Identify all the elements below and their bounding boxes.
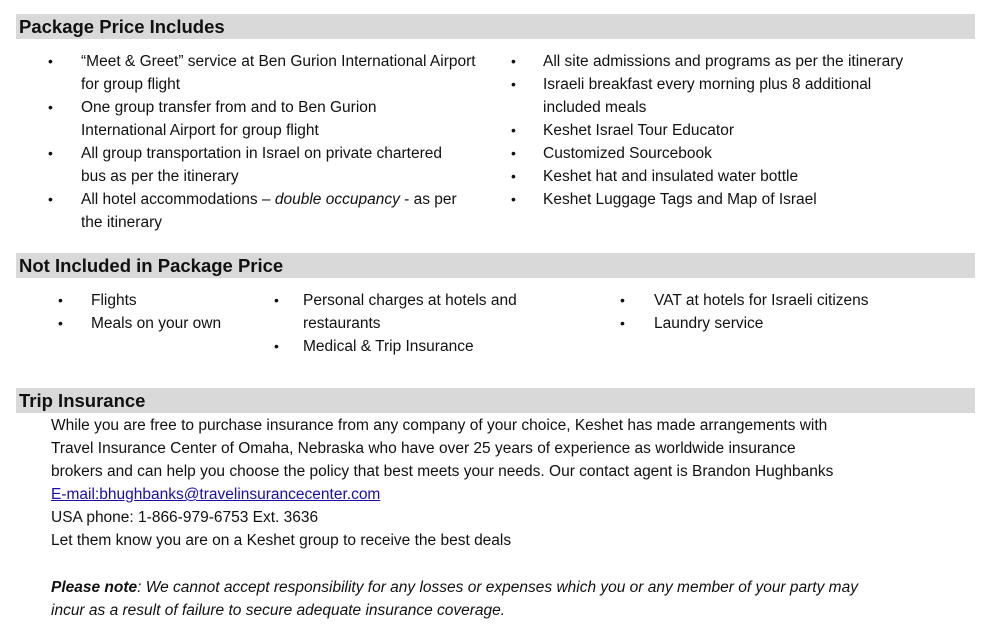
section-title: Not Included in Package Price — [19, 255, 284, 276]
item-text: All site admissions and programs as per the itinerary — [543, 53, 904, 70]
item-text: One group transfer from and to Ben Gurion International Airport for group flight — [81, 99, 377, 139]
section-header-not-included — [16, 253, 975, 278]
item-text: All hotel accommodations – — [81, 191, 275, 208]
section-header-trip-insurance — [16, 388, 975, 413]
list-item — [48, 50, 481, 96]
item-text: Laundry service — [654, 315, 764, 332]
list-item — [274, 289, 533, 335]
insurance-line-1: While you are free to purchase insurance from any company of your choice, Keshet has made arrangements with — [51, 417, 828, 434]
includes-list-right — [511, 50, 951, 211]
note-label: Please note — [51, 579, 138, 596]
bullet-icon: • — [511, 145, 516, 161]
section-header-package-includes — [16, 14, 975, 39]
bullet-icon: • — [58, 292, 63, 308]
note-text: : We cannot accept responsibility for any losses or expenses which you or any member of your party may — [137, 579, 858, 596]
note-line-2: incur as a result of failure to secure adequate insurance coverage. — [51, 602, 506, 619]
bullet-icon: • — [511, 191, 516, 207]
list-item — [511, 188, 951, 211]
list-item — [511, 142, 951, 165]
item-text: Customized Sourcebook — [543, 145, 712, 162]
item-text: - as per the itinerary — [81, 191, 457, 231]
bullet-icon: • — [48, 53, 53, 69]
bullet-icon: • — [511, 122, 516, 138]
list-item — [48, 96, 421, 142]
bullet-icon: • — [620, 315, 625, 331]
list-item — [511, 119, 951, 142]
phone-line: USA phone: 1-866-979-6753 Ext. 3636 — [51, 509, 319, 526]
item-text: Flights — [91, 292, 137, 309]
bullet-icon: • — [58, 315, 63, 331]
bullet-icon: • — [48, 145, 53, 161]
item-text: All group transportation in Israel on private chartered bus as per the itinerary — [81, 145, 443, 185]
insurance-line-2: Travel Insurance Center of Omaha, Nebraska who have over 25 years of experience as worldwide insurance — [51, 440, 796, 457]
item-text: Personal charges at hotels and restaurants — [303, 292, 517, 332]
bullet-icon: • — [274, 338, 279, 354]
list-item — [511, 50, 951, 73]
item-text: Keshet hat and insulated water bottle — [543, 168, 799, 185]
bullet-icon: • — [48, 99, 53, 115]
section-title: Package Price Includes — [19, 16, 225, 37]
list-item — [58, 289, 258, 312]
bullet-icon: • — [274, 292, 279, 308]
bullet-icon: • — [620, 292, 625, 308]
list-item — [48, 142, 471, 188]
bullet-icon: • — [511, 168, 516, 184]
list-item — [620, 289, 940, 312]
item-text: Israeli breakfast every morning plus 8 additional included meals — [543, 76, 872, 116]
list-item — [274, 335, 534, 358]
section-title: Trip Insurance — [19, 390, 146, 411]
insurance-line-3: brokers and can help you choose the policy that best meets your needs. Our contact agent is Brandon Hughbanks — [51, 463, 834, 480]
item-text: “Meet & Greet” service at Ben Gurion International Airport for group flight — [81, 53, 476, 93]
email-link[interactable]: E-mail:bhughbanks@travelinsurancecenter.com — [51, 486, 381, 503]
item-text: Meals on your own — [91, 315, 222, 332]
item-text: VAT at hotels for Israeli citizens — [654, 292, 869, 309]
item-text-italic: double occupancy — [274, 191, 400, 208]
list-item — [620, 312, 940, 335]
not-included-col3 — [620, 289, 940, 335]
list-item — [511, 73, 893, 119]
bullet-icon: • — [48, 191, 53, 207]
email-line — [51, 483, 380, 506]
list-item — [48, 188, 481, 234]
list-item — [58, 312, 258, 335]
bullet-icon: • — [511, 53, 516, 69]
not-included-col2 — [274, 289, 534, 358]
item-text: Medical & Trip Insurance — [303, 338, 474, 355]
item-text: Keshet Luggage Tags and Map of Israel — [543, 191, 817, 208]
bullet-icon: • — [511, 76, 516, 92]
includes-list-left — [48, 50, 488, 234]
item-text: Keshet Israel Tour Educator — [543, 122, 734, 139]
list-item — [511, 165, 951, 188]
not-included-col1 — [58, 289, 258, 335]
best-deals-line: Let them know you are on a Keshet group to receive the best deals — [51, 532, 512, 549]
note-line-1 — [51, 576, 858, 599]
